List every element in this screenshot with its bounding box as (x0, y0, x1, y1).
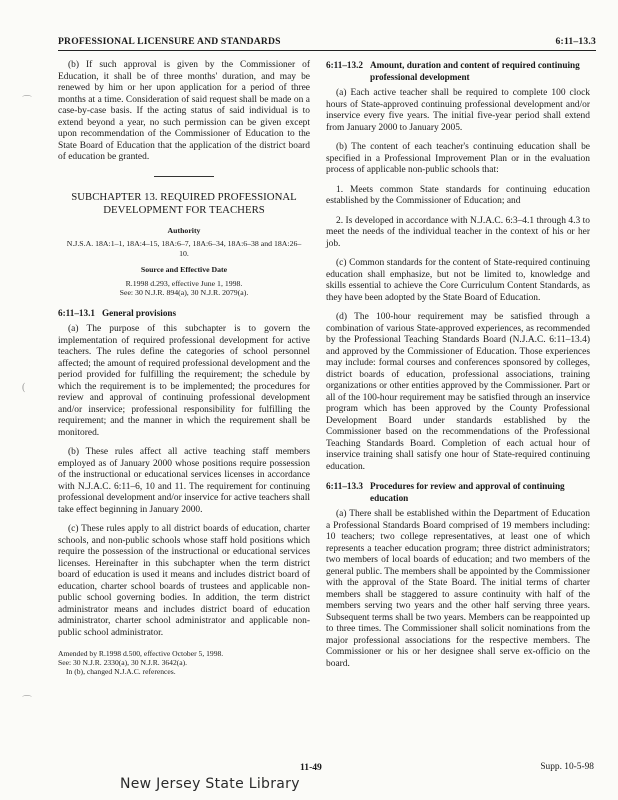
margin-mark-icon: ⌒ (22, 696, 32, 707)
paragraph-b-approval: (b) If such approval is given by the Commissioner of Education, it shall be of three months' duration, and may be renewed by him or her upon application for a period of three months at a time. Consideration of said request shall be made on a case-by-case basis. If the acting status of said individual is to extend beyond a year, no such permission can be given except upon recommendation of the Commissioner of Education to the State Board of Education that the application of the district board of education be granted. (58, 60, 310, 162)
section-heading-13-1 (58, 308, 310, 320)
section-heading-13-3 (326, 481, 590, 504)
paragraph-a: (a) Each active teacher shall be required to complete 100 clock hours of State-approved continuing professional development and/or inservice every five years. The initial five-year period shall extend from January 2000 to January 2005. (326, 88, 590, 133)
section-heading-13-2 (326, 60, 590, 83)
margin-mark-icon: ( (22, 382, 26, 393)
authority-text: N.J.S.A. 18A:1–1, 18A:4–15, 18A:6–7, 18A:6–34, 18A:6–38 and 18A:26–10. (66, 239, 302, 258)
page-number: 11-49 (300, 762, 322, 773)
paragraph-c: (c) Common standards for the content of State-required continuing education shall emphasize, but not be limited to, knowledge and skills essential to achieve the Core Curriculum Content Standards, as they have been adopted by the State Board of Education. (326, 258, 590, 303)
right-column (326, 60, 590, 678)
amendment-notes (58, 649, 310, 677)
paragraph-d: (d) The 100-hour requirement may be satisfied through a combination of various State-approved experiences, as recommended by the Professional Teaching Standards Board (N.J.A.C. 6:11–13.4) and approved by the Commissioner of Education. Those experiences may include: formal courses and conferences sponsored by colleges, district boards of education, professional associations, training organizations or other entities approved by the Commissioner. Part or all of the 100-hour requirement may be satisfied through an inservice program which has been approved by the County Professional Development Board under standards established by the Commissioner based on the recommendations of the Professional Teaching Standards Board. Completion of each actual hour of inservice training shall satisfy one hour of State-required continuing education. (326, 312, 590, 472)
header-section-number: 6:11–13.3 (555, 36, 596, 47)
section-number: 6:11–13.2 (326, 60, 364, 70)
source-line-2: See: 30 N.J.R. 894(a), 30 N.J.R. 2079(a). (119, 288, 249, 297)
paragraph-a: (a) There shall be established within the Department of Education a Professional Standards Board comprised of 19 members including: 10 teachers; two college representatives, at least one of which represents a teacher education program; three district administrators; two members of local boards of education; and two members of the general public. The members shall be appointed by the Commissioner with the approval of the State Board. The initial terms of charter members shall be staggered to assure continuity with half of the members serving two years and the other half serving three years. Subsequent terms shall be two years. Members can be reappointed up to three times. The Commissioner shall solicit nominations from the major professional associations for the respective members. The Commissioner or his or her designee shall serve ex-officio on the board. (326, 509, 591, 669)
amendment-note: Amended by R.1998 d.500, effective October 5, 1998. (58, 649, 224, 658)
section-title: General provisions (102, 307, 177, 318)
source-heading: Source and Effective Date (140, 265, 228, 274)
section-number: 6:11–13.3 (326, 481, 364, 491)
subchapter-title: SUBCHAPTER 13. REQUIRED PROFESSIONAL DEVELOPMENT FOR TEACHERS (71, 190, 297, 216)
paragraph-a: (a) The purpose of this subchapter is to govern the implementation of required professional development for active teachers. The rules define the categories of school personnel affected; the amount of required professional development and the period provided for fulfilling the requirement; the schedule by which the requirement is to be implemented; the procedures for review and approval of continuing professional development and/or inservice; professional responsibility for fulfilling the requirement; and the manner in which the requirement shall be monitored. (58, 324, 310, 438)
section-divider (154, 176, 214, 177)
amendment-note: See: 30 N.J.R. 2330(a), 30 N.J.R. 3642(a). (58, 658, 188, 668)
authority-heading: Authority (167, 225, 201, 235)
supplement-date: Supp. 10-5-98 (540, 762, 594, 772)
margin-mark-icon: ⌒ (22, 96, 32, 107)
paragraph-b: (b) These rules affect all active teaching staff members employed as of January 2000 whose positions require possession of the instructional or educational services licenses in accordance with N.J.A.C. 6:11–6, 10 and 11. The requirement for continuing professional development and/or inservice for active teachers shall take effect beginning in January 2000. (58, 447, 310, 515)
source-text (64, 279, 304, 298)
header-title: PROFESSIONAL LICENSURE AND STANDARDS (58, 36, 281, 47)
left-column (58, 60, 310, 677)
source-line-1: R.1998 d.293, effective June 1, 1998. (125, 278, 243, 288)
section-title: Procedures for review and approval of continuing education (370, 481, 565, 503)
library-stamp: New Jersey State Library (120, 776, 300, 792)
list-item: 1. Meets common State standards for continuing education established by the Commissioner of Education; and (326, 184, 590, 206)
paragraph-b: (b) The content of each teacher's continuing education shall be specified in a Professional Improvement Plan or in the evaluation process of applicable non-public schools that: (326, 142, 590, 175)
section-number: 6:11–13.1 (58, 307, 96, 318)
paragraph-c: (c) These rules apply to all district boards of education, charter schools, and non-public schools whose staff hold positions which require the possession of the instructional or educational services licenses. Hereinafter in this subchapter when the term district board of education is used it means and includes district board of education, charter school boards of trustees and applicable non-public school governing bodies. In addition, the term district administrator means and includes district board of education administrator, charter school administrator and applicable non-public school administrator. (58, 524, 310, 638)
running-header (58, 36, 596, 51)
amendment-note: In (b), changed N.J.A.C. references. (66, 667, 176, 677)
requirements-list (326, 185, 590, 251)
list-item: 2. Is developed in accordance with N.J.A.C. 6:3–4.1 through 4.3 to meet the needs of the individual teacher in the context of his or her job. (326, 215, 590, 249)
section-title: Amount, duration and content of required continuing professional development (370, 60, 580, 82)
